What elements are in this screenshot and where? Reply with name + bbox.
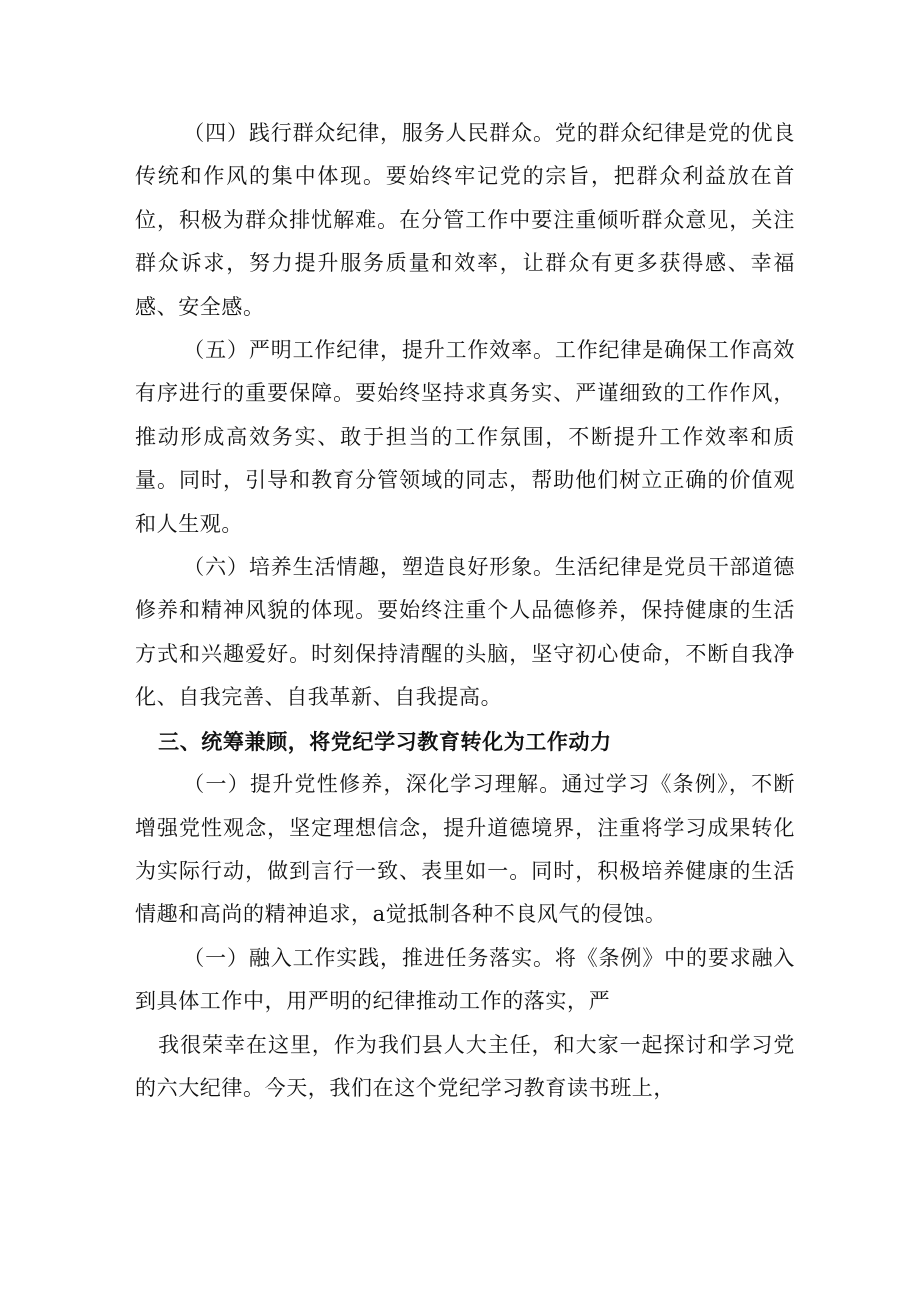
paragraph-work-discipline: （五）严明工作纪律，提升工作效率。工作纪律是确保工作高效有序进行的重要保障。要始终坚持求真务实、严谨细致的工作作风，推动形成高效务实、敢于担当的工作氛围，不断提升工作效率和质量。同时，引导和教育分管领域的同志，帮助他们树立正确的价值观和人生观。 [135,338,795,536]
paragraph-party-cultivation: （一）提升党性修养，深化学习理解。通过学习《条例》，不断增强党性观念，坚定理想信念，提升道德境界，注重将学习成果转化为实际行动，做到言行一致、表里如一。同时，积极培养健康的生活情趣和高尚的精神追求，a觉抵制各种不良风气的侵蚀。 [135,772,795,927]
paragraph-life-discipline: （六）培养生活情趣，塑造良好形象。生活纪律是党员干部道德修养和精神风貌的体现。要始终注重个人品德修养，保持健康的生活方式和兴趣爱好。时刻保持清醒的头脑，坚守初心使命，不断自我净化、自我完善、自我革新、自我提高。 [135,555,795,710]
section-heading: 三、统筹兼顾，将党纪学习教育转化为工作动力 [158,728,612,754]
document-page [135,112,795,1110]
paragraph-work-practice: （一）融入工作实践，推进任务落实。将《条例》中的要求融入到具体工作中，用严明的纪律推动工作的落实，严 [135,945,795,1014]
paragraph-closing-speech: 我很荣幸在这里，作为我们县人大主任，和大家一起探讨和学习党的六大纪律。今天，我们在这个党纪学习教育读书班上， [135,1032,795,1100]
paragraph-mass-discipline: （四）践行群众纪律，服务人民群众。党的群众纪律是党的优良传统和作风的集中体现。要始终牢记党的宗旨，把群众利益放在首位，积极为群众排忧解难。在分管工作中要注重倾听群众意见，关注群众诉求，努力提升服务质量和效率，让群众有更多获得感、幸福感、安全感。 [135,121,795,319]
